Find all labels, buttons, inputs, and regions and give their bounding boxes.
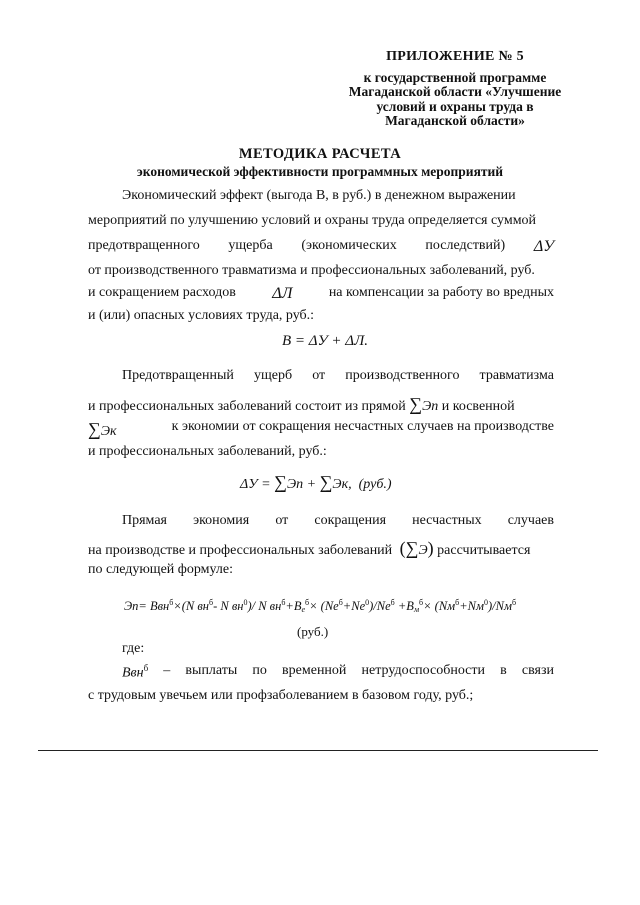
word: от [312, 368, 326, 383]
text-run: рассчитывается [437, 543, 531, 558]
text-run: на компенсации за работу во вредных [328, 285, 554, 300]
superscript: б [338, 598, 343, 607]
formula-term: Эк, [332, 477, 352, 492]
formula-term: Эп + [286, 477, 317, 492]
appendix-line: к государственной программе [363, 69, 547, 85]
text-run: к экономии от сокращения несчастных случаев на производстве [171, 419, 554, 434]
text-run: и сокращением расходов [88, 285, 236, 300]
subscript: е [301, 605, 306, 614]
formula-part: × (Nм [423, 599, 456, 613]
superscript: б [305, 598, 310, 607]
paragraph-line [88, 285, 554, 303]
text-run: и профессиональных заболеваний состоит из прямой [88, 399, 406, 414]
word: по [252, 663, 267, 678]
word: (экономических [301, 238, 397, 253]
formula-part: )/Nм [488, 599, 512, 613]
formula-direct-economy [60, 598, 580, 614]
text-run: и косвенной [441, 399, 515, 414]
word: в [500, 663, 507, 678]
where-label: где: [122, 641, 145, 656]
formula-part: )/Ne [369, 599, 391, 613]
definition-symbol: Ввн [122, 665, 144, 681]
formula-damage [240, 472, 392, 493]
paragraph-line: и (или) опасных условиях труда, руб.: [88, 308, 315, 323]
paragraph-line: мероприятий по улучшению условий и охраны труда определяется суммой [88, 213, 537, 228]
paragraph-line [88, 538, 530, 559]
formula-part: +Nм [459, 599, 484, 613]
document-heading [80, 145, 560, 181]
paragraph-line [122, 368, 554, 384]
superscript: б [281, 598, 286, 607]
formula-part: Эп= Ввн [123, 599, 170, 613]
superscript: 0 [243, 598, 248, 607]
formula-part: - N вн [213, 599, 244, 613]
word: ущерб [254, 368, 293, 383]
formula-lhs: ΔУ = [240, 477, 271, 492]
formula-part: +Ne [342, 599, 366, 613]
word: связи [521, 663, 554, 678]
economy-symbol: Э [418, 543, 428, 558]
paragraph-line: и профессиональных заболеваний, руб.: [88, 444, 327, 459]
formula-part: ×(N вн [173, 599, 209, 613]
paragraph-line [88, 394, 515, 415]
delta-u-symbol: ΔУ [533, 238, 554, 255]
word: сокращения [314, 513, 387, 528]
word: производственного [345, 368, 460, 383]
word: ущерба [228, 238, 273, 253]
word: экономия [193, 513, 250, 528]
formula-part: )/ N вн [247, 599, 282, 613]
word: Прямая [122, 513, 167, 528]
paragraph-line [88, 238, 554, 256]
superscript: 0 [365, 598, 370, 607]
word: случаев [507, 513, 554, 528]
formula-unit: (руб.) [297, 624, 329, 639]
formula-unit: (руб.) [358, 477, 392, 492]
paragraph-line [88, 419, 554, 440]
appendix-line: условий и охраны труда в [376, 98, 534, 114]
word: – [163, 663, 171, 678]
appendix-header [330, 50, 580, 129]
formula-part: +В [394, 599, 414, 613]
paragraph-line: с трудовым увечьем или профзаболеванием в базовом году, руб.; [88, 688, 474, 703]
direct-economy-symbol: Эп [422, 399, 439, 414]
document-subtitle: экономической эффективности программных мероприятий [136, 164, 504, 179]
word: травматизма [479, 368, 554, 383]
word: Предотвращенный [122, 368, 234, 383]
indirect-economy-symbol: Эк [100, 424, 117, 439]
word: выплаты [185, 663, 238, 678]
superscript: б [143, 663, 149, 673]
text-run: на производстве и профессиональных заболеваний [88, 543, 393, 558]
sigma-icon: ∑ [88, 419, 101, 439]
superscript: б [208, 598, 214, 607]
superscript: б [390, 598, 395, 607]
word: временной [282, 663, 347, 678]
sigma-icon: ∑ [319, 472, 333, 492]
paragraph-line: от производственного травматизма и профессиональных заболеваний, руб. [88, 263, 535, 278]
paragraph-line: по следующей формуле: [88, 562, 233, 577]
sigma-icon: ∑ [274, 472, 287, 492]
superscript: 0 [484, 598, 488, 607]
superscript: б [169, 598, 174, 607]
appendix-title: ПРИЛОЖЕНИЕ № 5 [386, 49, 524, 64]
paren-close-icon: ) [427, 538, 434, 558]
appendix-line: Магаданской области «Улучшение [348, 84, 562, 99]
formula-benefit: В = ΔУ + ΔЛ. [282, 333, 369, 349]
document-title: МЕТОДИКА РАСЧЕТА [238, 146, 402, 162]
sigma-icon: ∑ [409, 394, 423, 414]
superscript: б [455, 598, 460, 607]
paragraph-line: Экономический эффект (выгода В, в руб.) в денежном выражении [122, 188, 516, 203]
word: последствий) [425, 238, 506, 253]
footnote-separator [38, 750, 598, 751]
delta-l-symbol: ΔЛ [272, 285, 293, 302]
word: от [275, 513, 289, 528]
superscript: б [419, 598, 424, 607]
appendix-line: Магаданской области» [385, 113, 525, 128]
word: нетрудоспособности [361, 663, 486, 678]
paragraph-line [122, 513, 554, 529]
paren-sigma-icon: (∑ [399, 538, 419, 558]
superscript: б [511, 598, 517, 607]
paragraph-line [122, 663, 554, 682]
word: несчастных [412, 513, 482, 528]
formula-part: +В [285, 599, 302, 613]
word: предотвращенного [88, 238, 200, 253]
formula-part: × (Ne [309, 599, 339, 613]
subscript: м [413, 605, 420, 614]
